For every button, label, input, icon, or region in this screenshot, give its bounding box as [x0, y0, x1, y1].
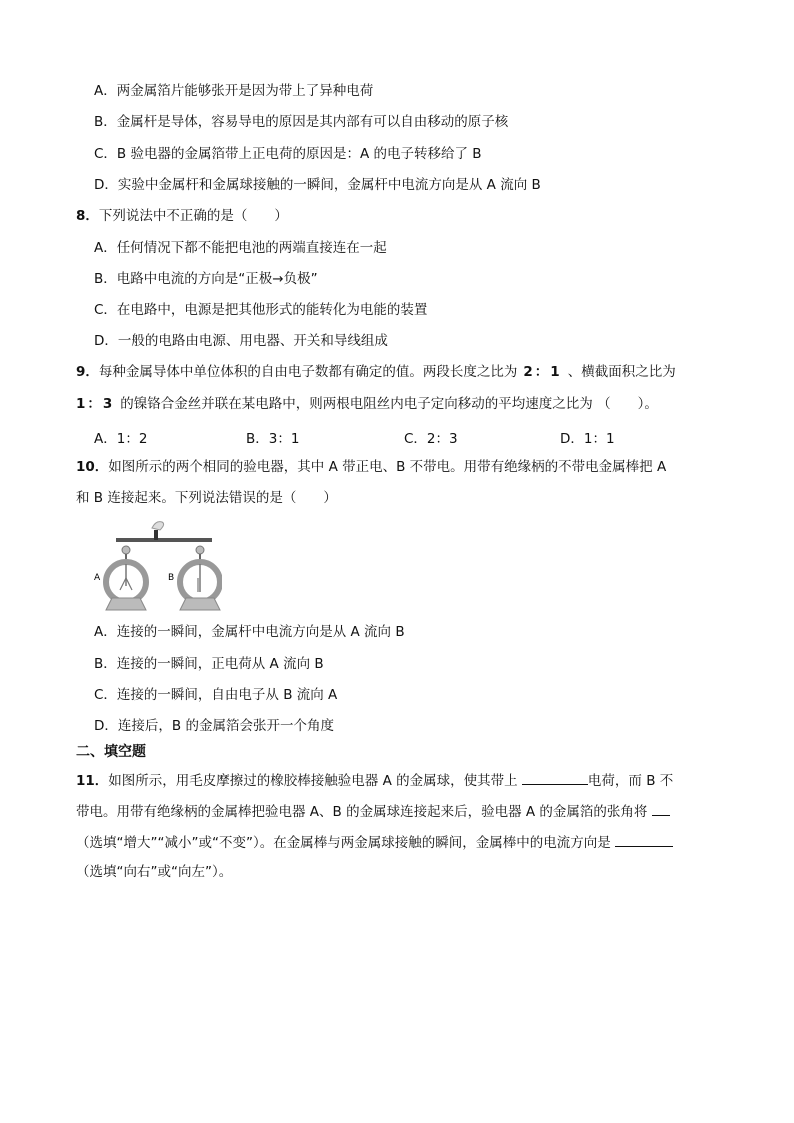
q10-option-b: B．连接的一瞬间，正电荷从 A 流向 B — [94, 656, 324, 672]
q9-options-row — [94, 427, 734, 445]
insulating-handle — [154, 530, 158, 540]
q8-stem — [76, 207, 288, 225]
q9-stem-line2 — [76, 395, 658, 413]
q7-option-c: C．B 验电器的金属箔带上正电荷的原因是：A 的电子转移给了 B — [94, 146, 482, 162]
electroscopes-diagram — [92, 520, 222, 612]
electroscope-figure — [92, 520, 222, 612]
q11-line3 — [76, 832, 673, 852]
q10-option-c: C．连接的一瞬间，自由电子从 B 流向 A — [94, 687, 338, 703]
q9-ratio-length: 2：1 — [523, 364, 562, 380]
q11-blank-3[interactable] — [615, 832, 673, 847]
q9-option-d: D．1：1 — [560, 431, 615, 447]
q8-option-a: A．任何情况下都不能把电池的两端直接连在一起 — [94, 240, 387, 256]
q9-option-a: A．1：2 — [94, 431, 148, 447]
q11-number: 11． — [76, 773, 109, 789]
q10-option-a: A．连接的一瞬间，金属杆中电流方向是从 A 流向 B — [94, 624, 405, 640]
q11-text-4: （选填“增大”“减小”或“不变”）。在金属棒与两金属球接触的瞬间，金属棒中的电流方向是 — [76, 835, 611, 851]
q9-text-3: 的镍铬合金丝并联在某电路中，则两根电阻丝内电子定向移动的平均速度之比为 （ ）。 — [120, 396, 658, 412]
label-b: B — [168, 573, 175, 583]
hand-icon — [152, 522, 164, 530]
q10-number: 10． — [76, 459, 109, 475]
q11-text-3: 带电。用带有绝缘柄的金属棒把验电器 A、B 的金属球连接起来后，验电器 A 的金属箔的张角将 — [76, 804, 648, 820]
q11-blank-1[interactable] — [522, 770, 588, 785]
electroscope-b — [180, 546, 220, 610]
q11-line2 — [76, 801, 670, 821]
q10-option-d: D．连接后，B 的金属箔会张开一个角度 — [94, 718, 334, 734]
q11-line4: （选填“向右”或“向左”）。 — [76, 864, 233, 880]
q8-option-b: B．电路中电流的方向是“正极→负极” — [94, 271, 318, 287]
q11-text-2: 电荷，而 B 不 — [587, 773, 674, 789]
label-a: A — [94, 573, 101, 583]
q9-option-c: C．2：3 — [404, 431, 458, 447]
q10-stem-line1 — [76, 458, 666, 476]
q9-ratio-area: 1：3 — [76, 396, 115, 412]
q9-text-2: 、横截面积之比为 — [567, 364, 676, 380]
q7-option-a: A．两金属箔片能够张开是因为带上了异种电荷 — [94, 83, 374, 99]
q8-text: 下列说法中不正确的是（ ） — [98, 208, 288, 224]
q9-number: 9． — [76, 364, 99, 380]
q9-stem-line1 — [76, 363, 676, 381]
q9-text-1: 每种金属导体中单位体积的自由电子数都有确定的值。两段长度之比为 — [98, 364, 518, 380]
section-title-fill-in: 二、填空题 — [76, 744, 146, 760]
q7-option-d: D．实验中金属杆和金属球接触的一瞬间，金属杆中电流方向是从 A 流向 B — [94, 177, 541, 193]
q11-text-1: 如图所示，用毛皮摩擦过的橡胶棒接触验电器 A 的金属球，使其带上 — [108, 773, 518, 789]
q10-text-1: 如图所示的两个相同的验电器，其中 A 带正电、B 不带电。用带有绝缘柄的不带电金属棒把 A — [108, 459, 667, 475]
q8-option-d: D．一般的电路由电源、用电器、开关和导线组成 — [94, 333, 388, 349]
q11-line1 — [76, 770, 673, 790]
q8-option-c: C．在电路中，电源是把其他形式的能转化为电能的装置 — [94, 302, 428, 318]
q8-number: 8． — [76, 208, 99, 224]
q9-option-b: B．3：1 — [246, 431, 300, 447]
q10-stem-line2: 和 B 连接起来。下列说法错误的是（ ） — [76, 490, 337, 506]
q7-option-b: B．金属杆是导体，容易导电的原因是其内部有可以自由移动的原子核 — [94, 114, 509, 130]
q11-blank-2[interactable] — [652, 801, 670, 816]
metal-rod — [116, 538, 212, 542]
electroscope-a — [106, 546, 146, 610]
